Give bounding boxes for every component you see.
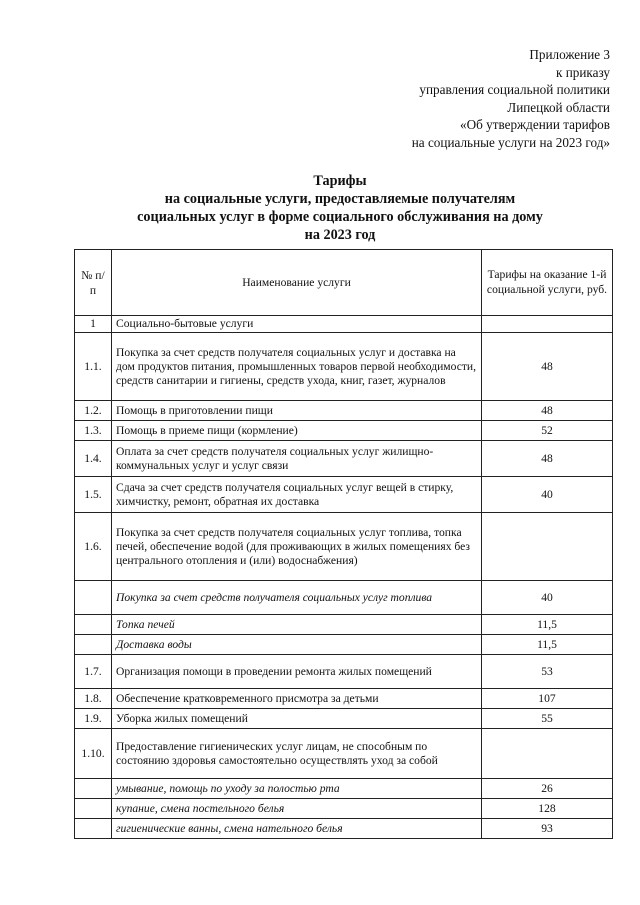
row-num: 1.10. [75,729,112,779]
attachment-line: управления социальной политики [419,82,610,98]
header-name: Наименование услуги [112,250,482,316]
row-name: Покупка за счет средств получателя социальных услуг топлива [112,581,482,615]
attachment-line: Приложение 3 [529,47,610,62]
table-row [75,421,613,441]
row-tariff: 55 [482,709,613,729]
row-name: Помощь в приготовлении пищи [112,401,482,421]
section-name: Социально-бытовые услуги [112,316,482,333]
section-tariff [482,316,613,333]
header-num: № п/п [75,250,112,316]
row-tariff: 40 [482,477,613,513]
attachment-line: Липецкой области [507,99,610,115]
row-name: Доставка воды [112,635,482,655]
table-row [75,655,613,689]
section-row [75,316,613,333]
table-row [75,513,613,581]
row-tariff: 93 [482,819,613,839]
table-row [75,635,613,655]
title-line: Тарифы [313,173,367,189]
row-tariff: 11,5 [482,635,613,655]
row-name: Сдача за счет средств получателя социальных услуг вещей в стирку, химчистку, ремонт, обратная их доставка [112,477,482,513]
table-row [75,799,613,819]
table-row [75,477,613,513]
row-tariff [482,729,613,779]
table-row [75,441,613,477]
row-name: Покупка за счет средств получателя социальных услуг топлива, топка печей, обеспечение водой (для проживающих в жилых помещениях без центрального отопления и (или) водоснабжения) [112,513,482,581]
row-name: Уборка жилых помещений [112,709,482,729]
table-row [75,615,613,635]
title-line: социальных услуг в форме социального обслуживания на дому [137,209,543,225]
row-name: Топка печей [112,615,482,635]
row-num: 1.5. [75,477,112,513]
table-row [75,819,613,839]
table-row [75,709,613,729]
section-num: 1 [75,316,112,333]
title-line: на социальные услуги, предоставляемые получателям [164,191,516,207]
row-name: Обеспечение кратковременного присмотра за детьми [112,689,482,709]
row-tariff: 26 [482,779,613,799]
row-num: 1.3. [75,421,112,441]
row-num: 1.8. [75,689,112,709]
attachment-line: на социальные услуги на 2023 год» [411,134,610,150]
row-tariff: 128 [482,799,613,819]
title-line: на 2023 год [304,227,376,243]
row-name: купание, смена постельного белья [112,799,482,819]
row-tariff: 52 [482,421,613,441]
row-tariff [482,513,613,581]
row-num [75,779,112,799]
row-name: Помощь в приеме пищи (кормление) [112,421,482,441]
row-tariff: 48 [482,333,613,401]
row-tariff: 53 [482,655,613,689]
row-name: Организация помощи в проведении ремонта жилых помещений [112,655,482,689]
row-num: 1.4. [75,441,112,477]
row-num: 1.2. [75,401,112,421]
row-num: 1.1. [75,333,112,401]
row-tariff: 48 [482,441,613,477]
table-row [75,401,613,421]
row-name: Оплата за счет средств получателя социальных услуг жилищно-коммунальных услуг и услуг связи [112,441,482,477]
table-header-row [75,250,613,316]
table-row [75,689,613,709]
row-num [75,635,112,655]
attachment-line: «Об утверждении тарифов [459,117,610,133]
attachment-line: к приказу [556,64,610,80]
row-num: 1.9. [75,709,112,729]
attachment-block [290,46,610,152]
header-tariff: Тарифы на оказание 1-й социальной услуги, руб. [482,250,613,316]
row-tariff: 107 [482,689,613,709]
row-num [75,799,112,819]
row-tariff: 11,5 [482,615,613,635]
tariffs-table [74,249,613,839]
row-name: гигиенические ванны, смена нательного белья [112,819,482,839]
row-num: 1.6. [75,513,112,581]
row-name: Предоставление гигиенических услуг лицам, не способным по состоянию здоровья самостоятельно осуществлять уход за собой [112,729,482,779]
row-num: 1.7. [75,655,112,689]
document-title [40,172,640,244]
table-row [75,581,613,615]
table-row [75,729,613,779]
row-num [75,615,112,635]
row-name: умывание, помощь по уходу за полостью рта [112,779,482,799]
row-tariff: 40 [482,581,613,615]
table-row [75,779,613,799]
table-row [75,333,613,401]
row-num [75,581,112,615]
row-tariff: 48 [482,401,613,421]
row-name: Покупка за счет средств получателя социальных услуг и доставка на дом продуктов питания, промышленных товаров первой необходимости, средств санитарии и гигиены, средств ухода, книг, газет, журналов [112,333,482,401]
row-num [75,819,112,839]
